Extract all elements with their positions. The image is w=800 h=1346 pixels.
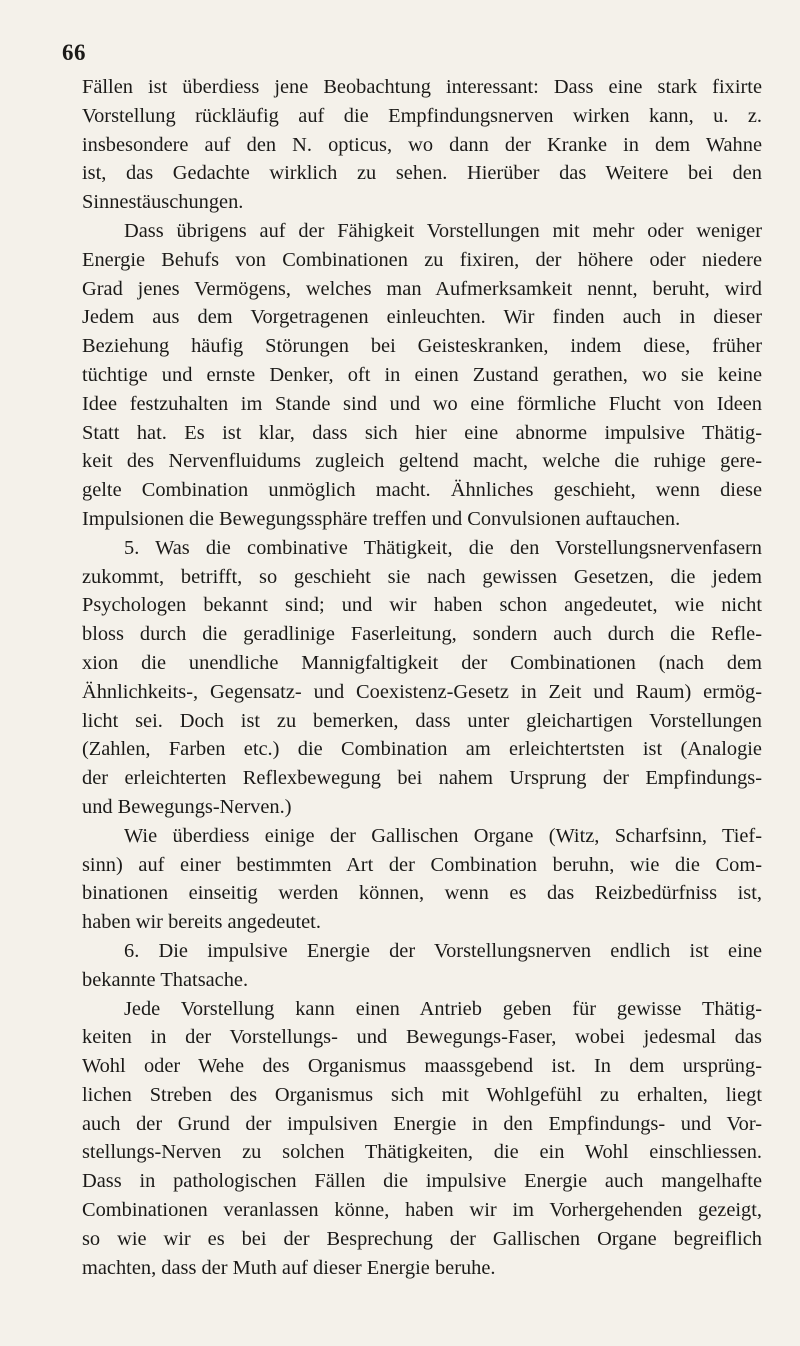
text-line: Grad jenes Vermögens, welches man Aufmerksamkeit nennt, beruht, wird	[82, 277, 762, 300]
text-line: tüchtige und ernste Denker, oft in einen Zustand gerathen, wo sie keine	[82, 363, 762, 386]
text-line: Combinationen veranlassen könne, haben wir im Vorhergehenden gezeigt,	[82, 1199, 762, 1222]
text-line: und Bewegungs-Nerven.)	[82, 795, 292, 818]
text-line: Energie Behufs von Combinationen zu fixiren, der höhere oder niedere	[82, 248, 762, 271]
text-line: binationen einseitig werden können, wenn es das Reizbedürfniss ist,	[82, 882, 762, 905]
text-line: Statt hat. Es ist klar, dass sich hier eine abnorme impulsive Thätig-	[82, 421, 762, 444]
text-line: Sinnestäuschungen.	[82, 191, 244, 214]
text-line: Jede Vorstellung kann einen Antrieb geben für gewisse Thätig-	[124, 997, 762, 1020]
text-line: Ähnlichkeits-, Gegensatz- und Coexistenz-Gesetz in Zeit und Raum) ermög-	[82, 680, 762, 703]
text-line: zukommt, betrifft, so geschieht sie nach gewissen Gesetzen, die jedem	[82, 565, 762, 588]
text-line: machten, dass der Muth auf dieser Energie beruhe.	[82, 1256, 496, 1279]
text-line: (Zahlen, Farben etc.) die Combination am erleichtertsten ist (Analogie	[82, 738, 762, 761]
text-line: insbesondere auf den N. opticus, wo dann der Kranke in dem Wahne	[82, 133, 762, 156]
text-line: haben wir bereits angedeutet.	[82, 911, 321, 934]
text-line: Dass in pathologischen Fällen die impulsive Energie auch mangelhafte	[82, 1170, 762, 1193]
text-line: der erleichterten Reflexbewegung bei nahem Ursprung der Empfindungs-	[82, 767, 762, 790]
text-line: Vorstellung rückläufig auf die Empfindungsnerven wirken kann, u. z.	[82, 104, 762, 127]
text-line: bekannte Thatsache.	[82, 968, 249, 991]
text-line: 5. Was die combinative Thätigkeit, die den Vorstellungsnervenfasern	[124, 536, 762, 559]
text-line: so wie wir es bei der Besprechung der Gallischen Organe begreiflich	[82, 1227, 762, 1250]
text-line: Dass übrigens auf der Fähigkeit Vorstellungen mit mehr oder weniger	[124, 219, 762, 242]
text-line: Beziehung häufig Störungen bei Geisteskranken, indem diese, früher	[82, 335, 762, 358]
text-line: stellungs-Nerven zu solchen Thätigkeiten, die ein Wohl einschliessen.	[82, 1141, 762, 1164]
text-line: licht sei. Doch ist zu bemerken, dass unter gleichartigen Vorstellungen	[82, 709, 762, 732]
text-line: gelte Combination unmöglich macht. Ähnliches geschieht, wenn diese	[82, 479, 762, 502]
text-line: Idee festzuhalten im Stande sind und wo eine förmliche Flucht von Ideen	[82, 392, 762, 415]
text-line: Wie überdiess einige der Gallischen Organe (Witz, Scharfsinn, Tief-	[124, 824, 762, 847]
text-line: keit des Nervenfluidums zugleich geltend macht, welche die ruhige gere-	[82, 450, 762, 473]
page-number: 66	[62, 40, 86, 65]
text-line: 6. Die impulsive Energie der Vorstellungsnerven endlich ist eine	[124, 939, 762, 962]
text-line: Fällen ist überdiess jene Beobachtung interessant: Dass eine stark fixirte	[82, 76, 762, 98]
text-line: sinn) auf einer bestimmten Art der Combination beruhn, wie die Com-	[82, 853, 762, 876]
text-line: Jedem aus dem Vorgetragenen einleuchten. Wir finden auch in dieser	[82, 306, 762, 329]
text-line: ist, das Gedachte wirklich zu sehen. Hierüber das Weitere bei den	[82, 162, 762, 185]
text-line: auch der Grund der impulsiven Energie in den Empfindungs- und Vor-	[82, 1112, 762, 1135]
text-line: Psychologen bekannt sind; und wir haben schon angedeutet, wie nicht	[82, 594, 762, 617]
text-line: Wohl oder Wehe des Organismus maassgebend ist. In dem ursprüng-	[82, 1055, 762, 1078]
text-line: xion die unendliche Mannigfaltigkeit der Combinationen (nach dem	[82, 651, 762, 674]
text-line: Impulsionen die Bewegungssphäre treffen und Convulsionen auftauchen.	[82, 507, 681, 530]
body-text	[82, 73, 762, 1282]
text-line: keiten in der Vorstellungs- und Bewegungs-Faser, wobei jedesmal das	[82, 1026, 762, 1049]
text-line: bloss durch die geradlinige Faserleitung, sondern auch durch die Refle-	[82, 623, 762, 646]
text-line: lichen Streben des Organismus sich mit Wohlgefühl zu erhalten, liegt	[82, 1083, 762, 1106]
